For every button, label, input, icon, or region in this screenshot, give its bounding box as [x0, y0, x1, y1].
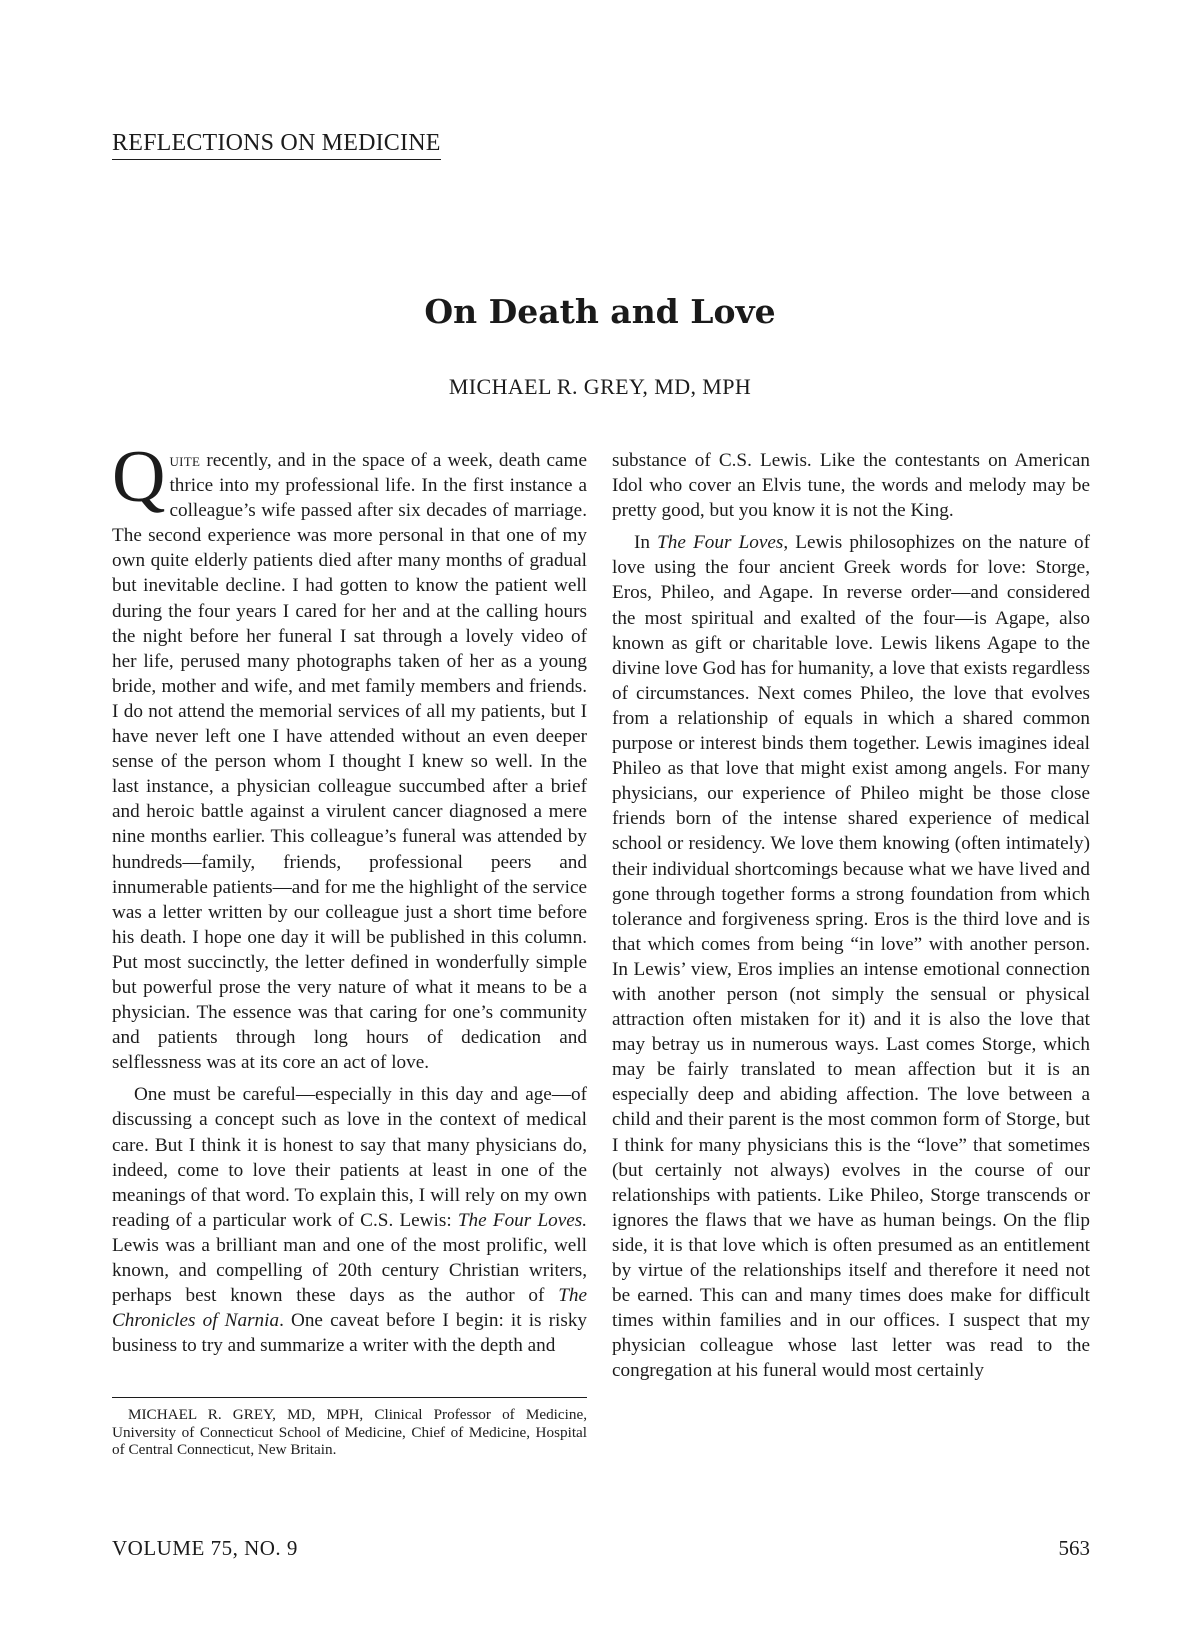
- paragraph-2-text-c: . One caveat before I begin: it is risky business to try and summarize a writer with the depth and: [112, 1310, 588, 1357]
- paragraph-3-text-a: In: [634, 532, 658, 554]
- volume-number: VOLUME 75, NO. 9: [112, 1536, 298, 1560]
- paragraph-1-text: recently, and in the space of a week, death came thrice into my professional life. In the first instance a colleague’s wife passed after six decades of marriage. The second experience was more personal in that one of my own quite elderly patients died after many months of gradual but inevitable decline. I had gotten to know the patient well during the four years I cared for her and at the calling hours the night before her funeral I sat through a lovely video of her life, perused many photographs taken of her as a young bride, mother and wife, and met family members and friends. I do not attend the memorial services of all my patients, but I have never left one I have attended without an even deeper sense of the person whom I thought I knew so well. In the last instance, a physician colleague succumbed after a brief and heroic battle against a virulent cancer diagnosed a mere nine months earlier. This colleague’s funeral was attended by hundreds—family, friends, professional peers and innumerable patients—and for me the highlight of the service was a letter written by our colleague just a short time before his death. I hope one day it will be published in this column. Put most succinctly, the letter defined in wonderfully simple but powerful prose the very nature of what it means to be a physician. The essence was that caring for one’s community and patients through long hours of dedication and selflessness was at its core an act of love.: [112, 450, 587, 1074]
- book-title-narnia: The Chronicles of Narnia: [112, 1285, 587, 1332]
- paragraph-2-continued: substance of C.S. Lewis. Like the contestants on American Idol who cover an Elvis tune, the words and melody may be pretty good, but you know it is not the King.: [612, 450, 1090, 522]
- text-column-left: [112, 436, 588, 1358]
- book-title-four-loves-2: The Four Loves: [657, 532, 784, 554]
- author-footnote: MICHAEL R. GREY, MD, MPH, Clinical Professor of Medicine, University of Connecticut School of Medicine, Chief of Medicine, Hospital of Central Connecticut, New Britain.: [112, 1397, 587, 1459]
- paragraph-1: [112, 436, 587, 1075]
- paragraph-2: [112, 1082, 587, 1358]
- paragraph-3: [612, 530, 1090, 1383]
- article-byline: MICHAEL R. GREY, MD, MPH: [448, 374, 752, 399]
- book-title-four-loves: The Four Loves.: [457, 1209, 587, 1231]
- paragraph-2-text-a: One must be careful—especially in this day and age—of discussing a concept such as love in the context of medical care. But I think it is honest to say that many physicians do, indeed, come to love their patients at least in one of the meanings of that word. To explain this, I will rely on my own reading of a particular work of C.S. Lewis:: [112, 1084, 587, 1231]
- article-title: On Death and Love: [424, 292, 776, 331]
- lead-in-small-caps: uite: [169, 450, 201, 471]
- section-heading: REFLECTIONS ON MEDICINE: [112, 130, 441, 160]
- paragraph-3-text-b: , Lewis philosophizes on the nature of love using the four ancient Greek words for love: Storge, Eros, Phileo, and Agape. In reverse order—and considered the most spiritual and exalted of the four—is Agape, also known as gift or charitable love. Lewis likens Agape to the divine love God has for humanity, a love that exists regardless of circumstances. Next comes Phileo, the love that evolves from a relationship of equals in which a shared common purpose or interest binds them together. Lewis imagines ideal Phileo as that love that might exist among angels. For many physicians, our experience of Phileo might be those close friends born of the intense shared experience of medical school or residency. We love them knowing (often intimately) their individual shortcomings because what we have lived and gone through together forms a strong foundation from which tolerance and forgiveness spring. Eros is the third love and is that which comes from being “in love” with another person. In Lewis’ view, Eros implies an intense emotional connection with another person (not simply the sensual or physical attraction often mistaken for it) and it is also the love that may betray us in numerous ways. Last comes Storge, which may be fairly translated to mean affection but it is an especially deep and abiding affection. The love between a child and their parent is the most common form of Storge, but I think for many physicians this is the “love” that sometimes (but certainly not always) evolves in the course of our relationships with patients. Like Phileo, Storge transcends or ignores the flaws that we have as human beings. On the flip side, it is that love which is often presumed as an entitlement by virtue of the relationships itself and therefore it need not be earned. This can and many times does make for difficult times within families and in our offices. I suspect that my physician colleague whose last letter was read to the congregation at his funeral would most certainly: [612, 532, 1091, 1382]
- text-column-right: [612, 448, 1090, 1383]
- page-number: 563: [1058, 1536, 1090, 1560]
- drop-cap: Q: [112, 436, 166, 518]
- paragraph-2-text-b: Lewis was a brilliant man and one of the most prolific, well known, and compelling of 20th century Christian writers, perhaps best known these days as the author of: [112, 1234, 587, 1307]
